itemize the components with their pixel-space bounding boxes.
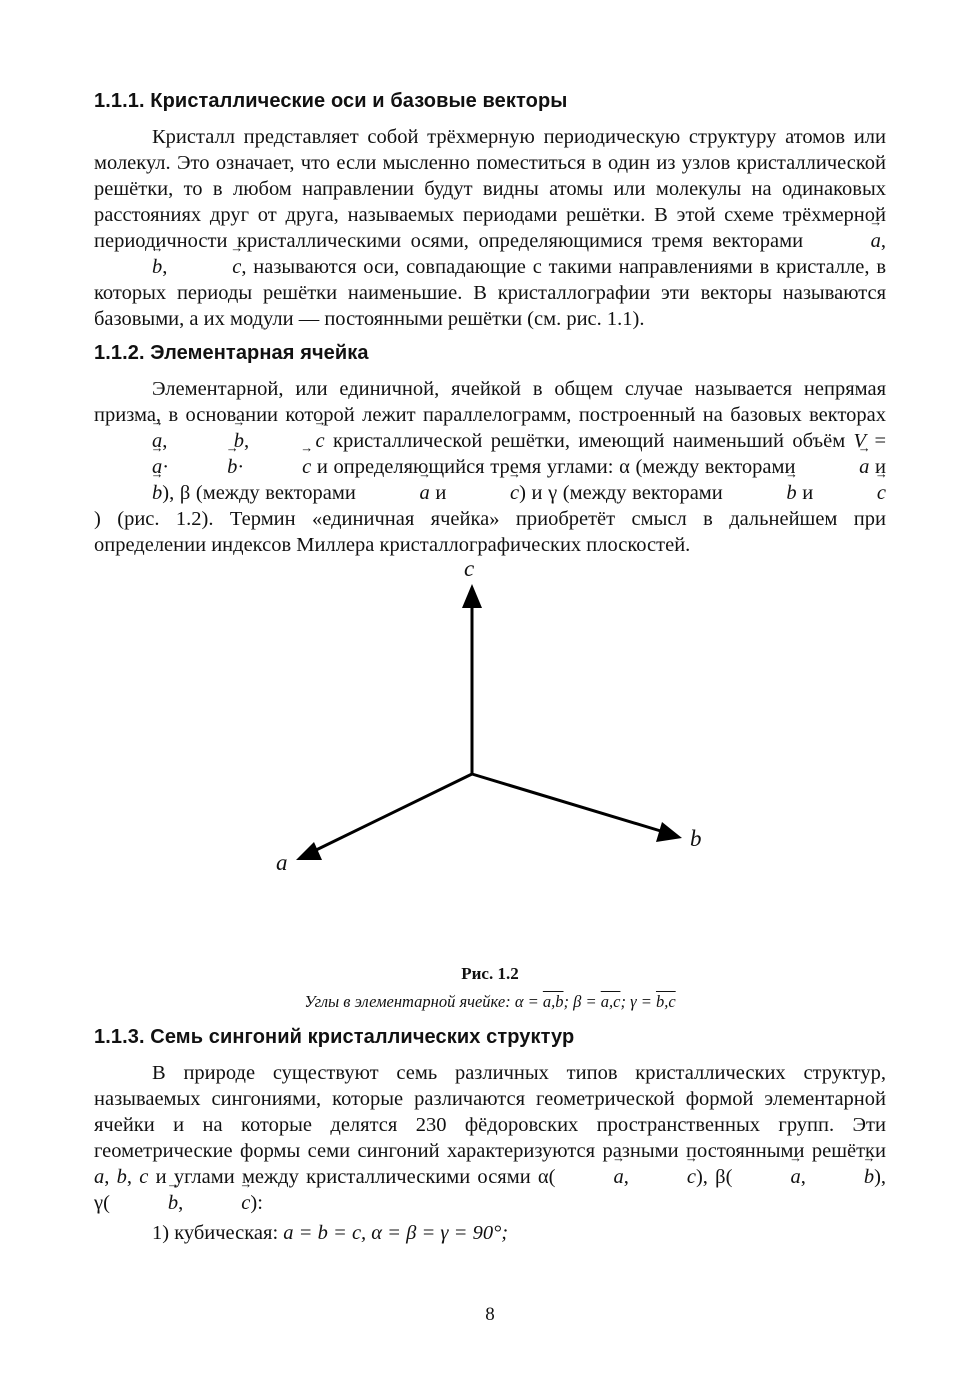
vector-c: → c [819, 480, 886, 506]
page-number: 8 [485, 1304, 495, 1325]
caption-prefix: Углы в элементарной ячейке: [304, 992, 511, 1011]
vector-b: → b [176, 428, 244, 454]
text-span: ) и γ (между векторами [519, 482, 729, 504]
vector-c: → c [183, 1190, 250, 1216]
axis-b-line [472, 774, 664, 832]
text-span: Элементарной, или единичной, ячейкой в общем случае называется непрямая призма, в основании которой лежит параллелограмм, построенный на базовых векторах [94, 378, 886, 426]
list-item-1 [94, 1220, 886, 1246]
alpha-symbol: α [537, 1166, 549, 1188]
angle-ab: a,b [542, 992, 564, 1011]
vector-c: → c [244, 454, 311, 480]
arrow-a-head [296, 842, 322, 860]
section-heading-2: 1.1.2. Элементарная ячейка [94, 342, 369, 364]
text-span: называются оси, совпадающие с такими направлениями в кристалле, в которых периоды решётки наименьшие. В кристаллографии эти векторы называются базовыми, а их модули — постоянными решётки (см. рис. 1.1). [94, 256, 887, 330]
vector-a: → a [555, 1164, 623, 1190]
page-content [94, 88, 886, 1246]
axes-diagram [94, 564, 886, 964]
volume-symbol: V [853, 430, 867, 452]
param-b: b [116, 1166, 127, 1188]
alpha-symbol: α [514, 992, 524, 1011]
vector-c: → c [629, 1164, 696, 1190]
vector-c: → c [174, 254, 241, 280]
paragraph-3: В природе существуют семь различных типов кристаллических структур, называемых сингониями, которые различаются геометрической формой элементарной ячейки и на которые делятся 230 фёдоровских пространственных групп. Эти геометрические формы семи сингоний характеризуются разными постоянными решётки a, b, c и углами между кристаллическими осями α(→ a,→ c), β(→ a,→ b), γ(→ b,→ c): [94, 1060, 886, 1216]
text-span: ) (рис. 1.2). Термин «единичная ячейка» приобретёт смысл в дальнейшем при определении индексов Миллера кристаллографических плоскостей. [94, 508, 886, 556]
text-span: В природе существуют семь различных типов кристаллических структур, называемых сингониями, которые различаются геометрической формой элементарной ячейки и на которые делятся 230 фёдоровских пространственных групп. Эти геометрические формы семи сингоний характеризуются разными постоянными решётки [94, 1062, 886, 1162]
section-heading-3: 1.1.3. Семь сингоний кристаллических структур [94, 1026, 575, 1048]
vector-b: → b [728, 480, 796, 506]
section-heading-1: 1.1.1. Кристаллические оси и базовые векторы [94, 90, 568, 112]
param-a: a [94, 1166, 105, 1188]
vector-b: → b [169, 454, 237, 480]
vector-c: → c [258, 428, 325, 454]
beta-symbol: β [715, 1166, 726, 1188]
arrow-c-head [462, 584, 482, 608]
vector-b: → b [110, 1190, 178, 1216]
axis-c-label: c [464, 556, 475, 581]
vector-a: → a [801, 454, 869, 480]
cubic-formula: a = b = c, α = β = γ = 90°; [283, 1222, 509, 1244]
arrow-b-head [656, 822, 682, 842]
text-span: Кристалл представляет собой трёхмерную периодическую структуру атомов или молекул. Это означает, что если мысленно поместиться в один из узлов кристаллической решётки, то в любом направлении будут видны атомы или молекулы на одинаковых расстояниях друг от друга, называемых периодами решётки. В этой схеме трёхмерной периодичности кристаллическими осями, определяющимися тремя векторами [94, 126, 886, 252]
vector-a: → a [361, 480, 429, 506]
vector-b: → b [806, 1164, 874, 1190]
angle-bc: b,c [655, 992, 676, 1011]
figure-caption-text: Углы в элементарной ячейке: α = a,b; β = a,c; γ = b,c [304, 992, 676, 1011]
vector-a: → a [94, 454, 162, 480]
figure-axes [94, 556, 886, 964]
axis-b-label: b [690, 826, 702, 851]
text-span: 1) кубическая: [152, 1222, 284, 1244]
vector-a: → a [813, 228, 881, 254]
vector-b: → b [94, 254, 162, 280]
paragraph-1: Кристалл представляет собой трёхмерную периодическую структуру атомов или молекул. Это означает, что если мысленно поместиться в один из узлов кристаллической решётки, то в любом направлении будут видны атомы или молекулы на одинаковых расстояниях друг от друга, называемых периодами решётки. В этой схеме трёхмерной периодичности кристаллическими осями, определяющимися тремя векторами → a, → b, → c, называются оси, совпадающие с такими направлениями в кристалле, в которых периоды решётки наименьшие. В кристаллографии эти векторы называются базовыми, а их модули — постоянными решётки (см. рис. 1.1). [94, 124, 886, 332]
param-c: c [139, 1166, 149, 1188]
text-span: и [429, 482, 452, 504]
gamma-symbol: γ [94, 1192, 104, 1214]
vector-c: → c [452, 480, 519, 506]
vector-a: → a [94, 428, 162, 454]
text-span: ), β (между векторами [162, 482, 362, 504]
axis-a-line [312, 774, 472, 852]
text-span: и определяющийся тремя углами: α (между векторами [311, 456, 802, 478]
gamma-symbol: γ [630, 992, 637, 1011]
text-span: и углами между кристаллическими осями [148, 1166, 538, 1188]
paragraph-2: Элементарной, или единичной, ячейкой в общем случае называется непрямая призма, в основании которой лежит параллелограмм, построенный на базовых векторах → a, → b, → c кристаллической решётки, имеющий наименьший объём V = → a·→ b·→ c и определяющийся тремя углами: α (между векторами → a и → b), β (между векторами → a и → c) и γ (между векторами → b и → c) (рис. 1.2). Термин «единичная ячейка» приобретёт смысл в дальнейшем при определении индексов Миллера кристаллографических плоскостей. [94, 376, 886, 558]
text-span: кристаллической решётки, имеющий наименьший объём [324, 430, 854, 452]
text-span: и [869, 456, 886, 478]
angle-ac: a,c [600, 992, 621, 1011]
vector-a: → a [732, 1164, 800, 1190]
beta-symbol: β [573, 992, 582, 1011]
vector-b: → b [94, 480, 162, 506]
figure-caption-title: Рис. 1.2 [461, 964, 519, 983]
text-span: и [796, 482, 819, 504]
axis-a-label: a [276, 850, 288, 875]
